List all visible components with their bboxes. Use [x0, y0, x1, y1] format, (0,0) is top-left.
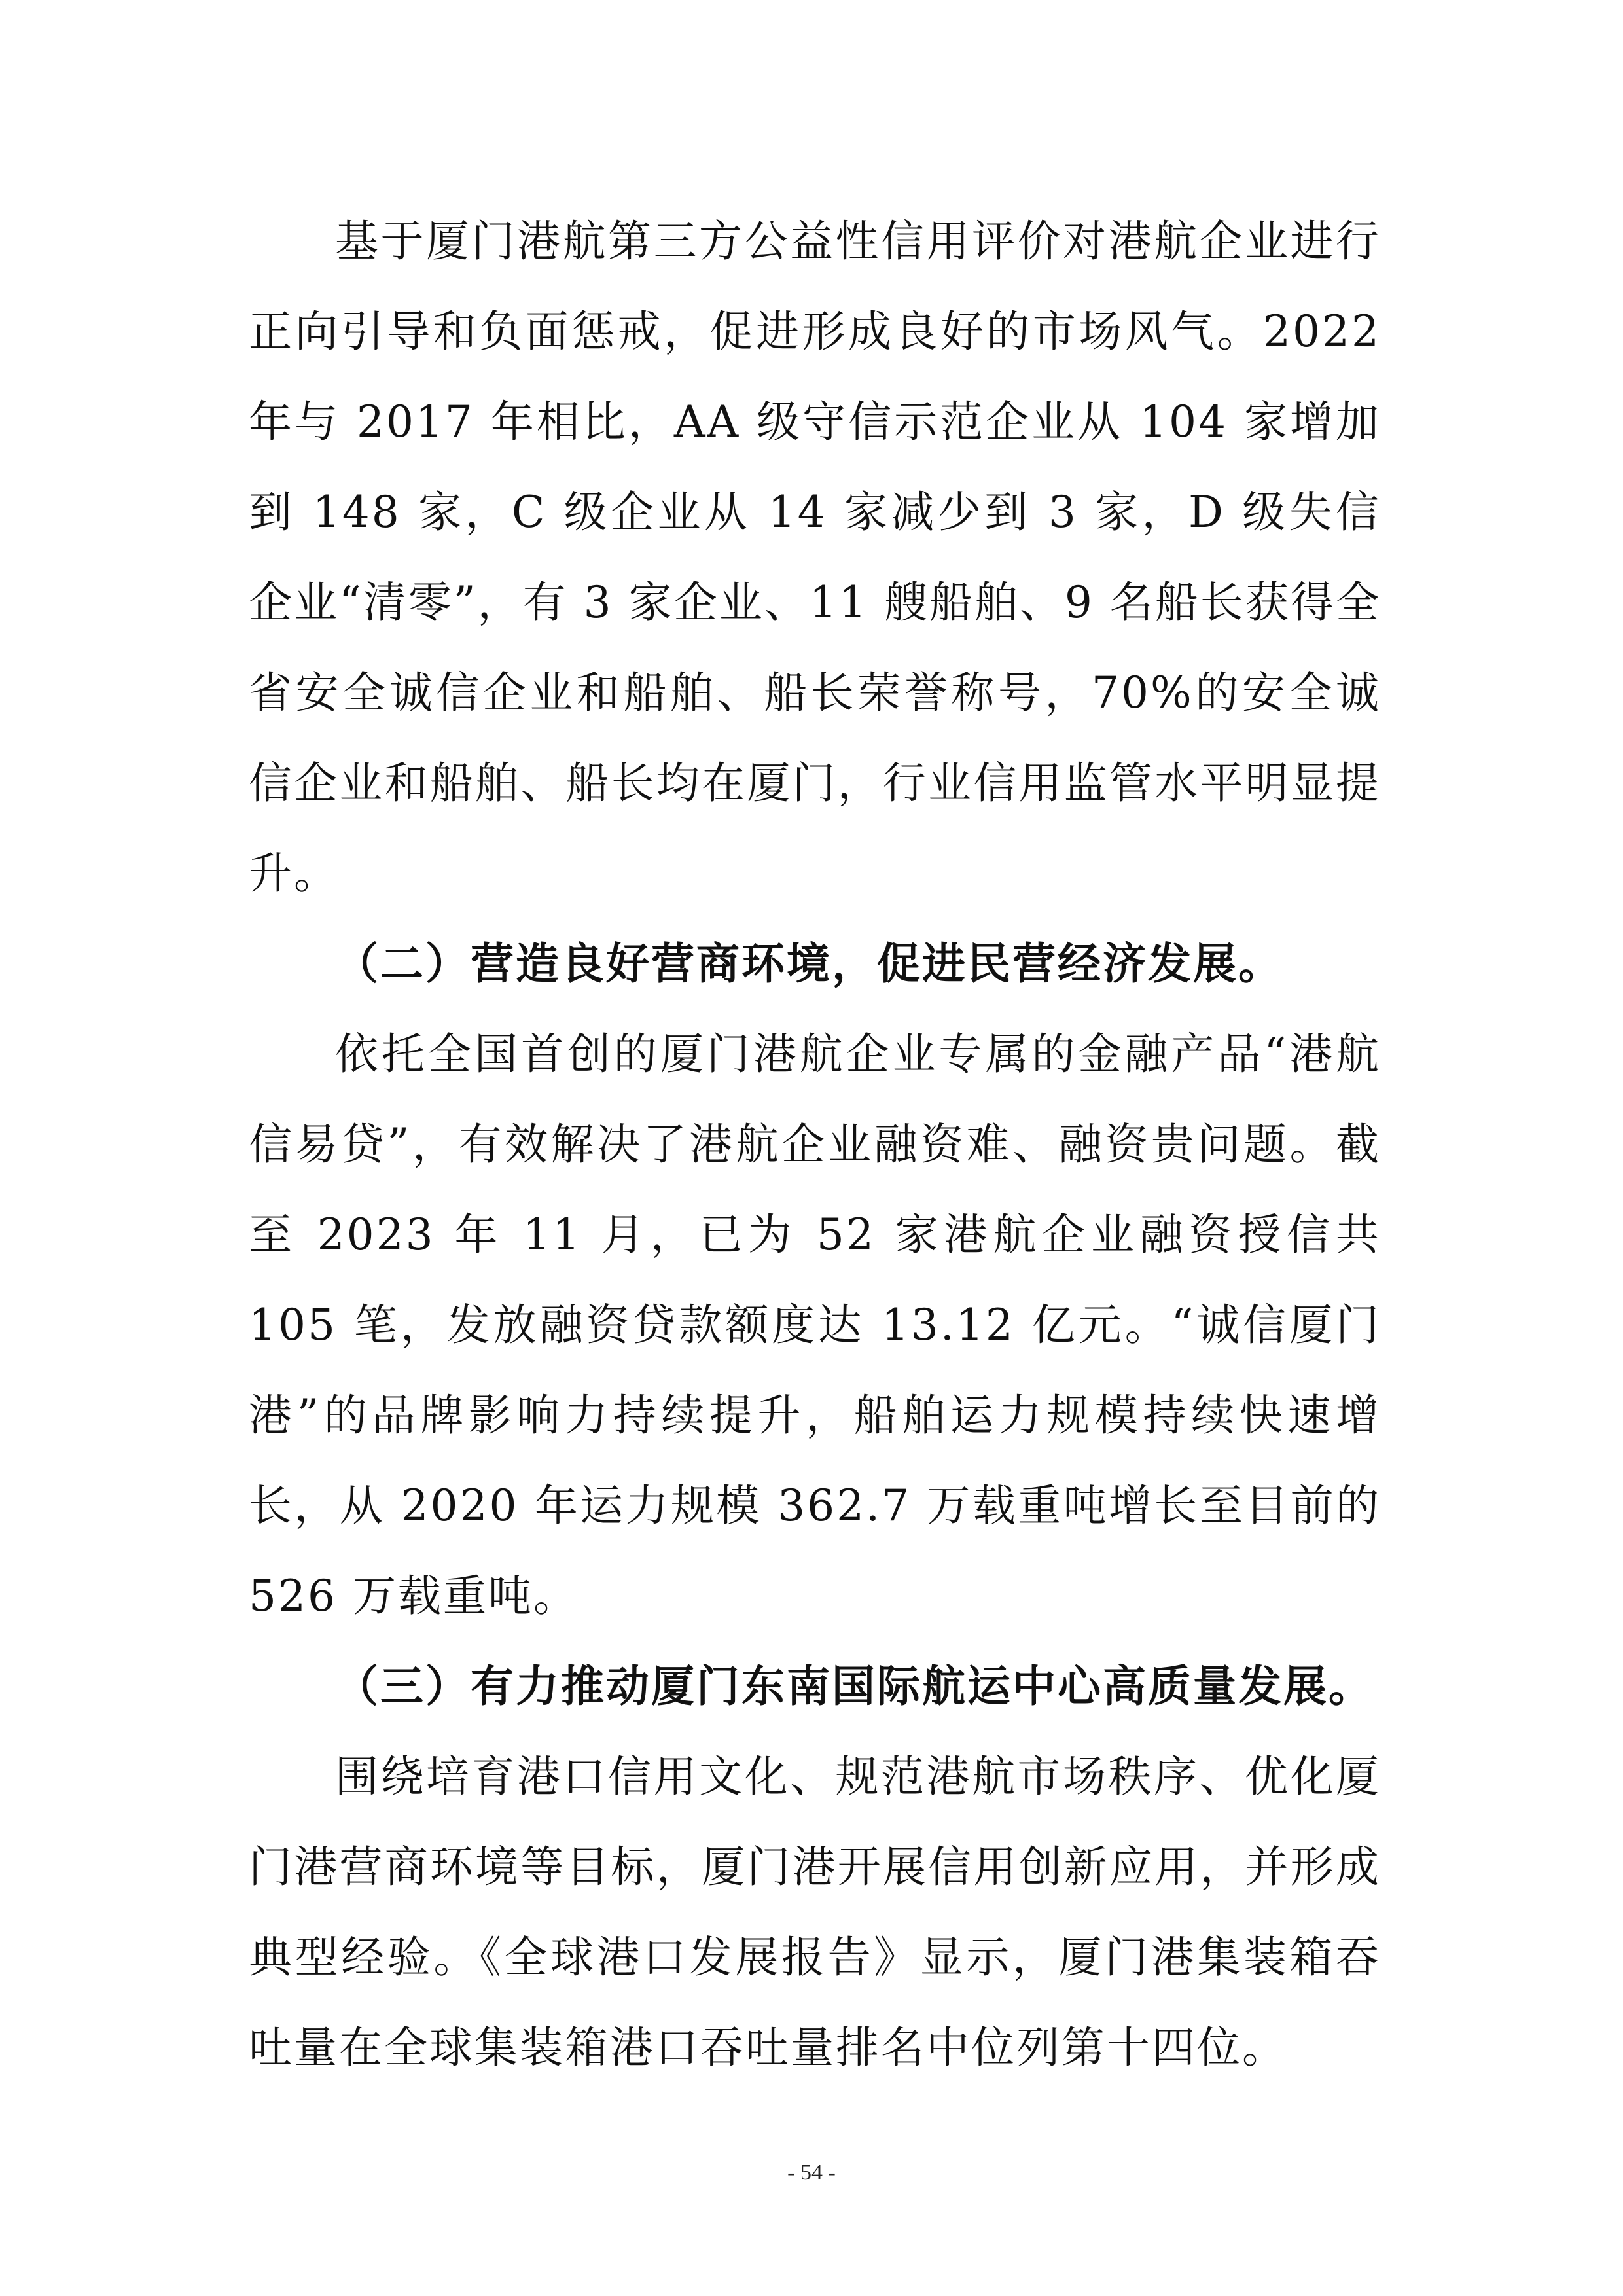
document-body	[249, 196, 1381, 2093]
page-number: - 54 -	[787, 2161, 836, 2185]
paragraph-port-ranking: 围绕培育港口信用文化、规范港航市场秩序、优化厦门港营商环境等目标，厦门港开展信用创新应用，并形成典型经验。《全球港口发展报告》显示，厦门港集装箱吞吐量在全球集装箱港口吞吐量排名中位列第十四位。	[249, 1751, 1381, 2073]
paragraph-credit-evaluation: 基于厦门港航第三方公益性信用评价对港航企业进行正向引导和负面惩戒，促进形成良好的市场风气。2022 年与 2017 年相比，AA 级守信示范企业从 104 家增加到 148 家，C 级企业从 14 家减少到 3 家，D 级失信企业“清零”，有 3 家企业、11 艘船舶、9 名船长获得全省安全诚信企业和船舶、船长荣誉称号，70%的安全诚信企业和船舶、船长均在厦门，行业信用监管水平明显提升。	[249, 216, 1381, 899]
section-heading-business-environment: （二）营造良好营商环境，促进民营经济发展。	[335, 939, 1283, 989]
section-heading-shipping-center: （三）有力推动厦门东南国际航运中心高质量发展。	[335, 1661, 1374, 1712]
paragraph-financing: 依托全国首创的厦门港航企业专属的金融产品“港航信易贷”，有效解决了港航企业融资难、融资贵问题。截至 2023 年 11 月，已为 52 家港航企业融资授信共 105 笔，发放融资贷款额度达 13.12 亿元。“诚信厦门港”的品牌影响力持续提升，船舶运力规模持续快速增长，从 2020 年运力规模 362.7 万载重吨增长至目前的 526 万载重吨。	[249, 1029, 1381, 1621]
